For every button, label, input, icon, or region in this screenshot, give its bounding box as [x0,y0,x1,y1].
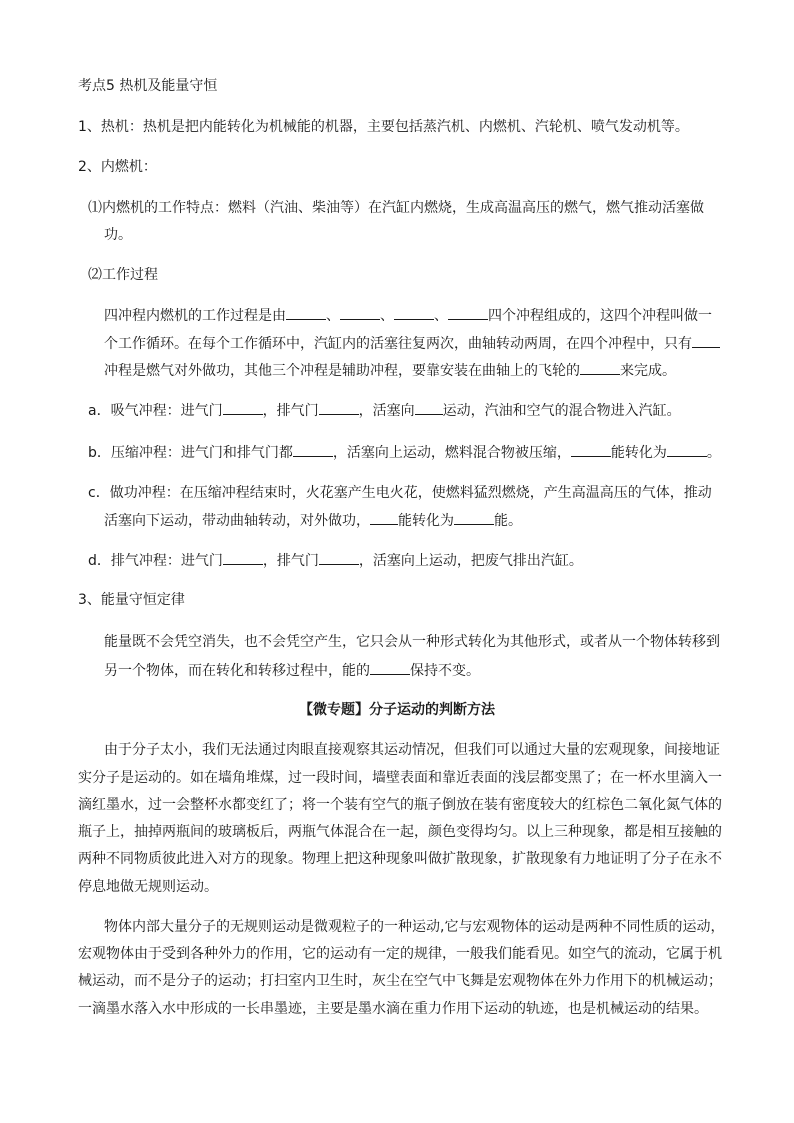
blank-line [571,442,611,457]
text: d．排气冲程：进气门 [88,553,223,569]
text: ，排气门 [262,403,319,419]
text: 另一个物体，而在转化和转移过程中，能的 [104,663,370,679]
exhaust-stroke [88,550,583,571]
blank-line [370,660,410,675]
text: ，活塞向上运动，燃料混合物被压缩， [332,445,571,461]
blank-line [454,510,494,525]
blank-line [293,442,333,457]
paragraph-heat-engine: 1、热机：热机是把内能转化为机械能的机器，主要包括蒸汽机、内燃机、汽轮机、喷气发动机等。 [78,119,689,135]
four-stroke-line-2 [104,333,720,354]
micro-para2-line-3: 械运动，而不是分子的运动；打扫室内卫生时，灰尘在空气中飞舞是宏观物体在外力作用下的机械运动； [78,973,722,989]
section-title: 考点5 热机及能量守恒 [78,78,218,94]
micro-para2-line-2: 宏观物体由于受到各种外力的作用，它的运动有一定的规律，一般我们能看见。如空气的流动，它属于机 [78,946,722,962]
micro-topic-title: 【微专题】分子运动的判断方法 [299,702,495,718]
blank-line [223,550,263,565]
text: 、 [434,308,448,324]
blank-line [580,360,620,375]
text: 个工作循环。在每个工作循环中，汽缸内的活塞往复两次，曲轴转动两周，在四个冲程中，只有 [104,336,692,352]
four-stroke-line-3 [104,360,676,381]
compression-stroke [88,442,721,463]
blank-line [667,442,707,457]
blank-line [394,305,434,320]
energy-conservation-heading: 3、能量守恒定律 [78,592,185,608]
blank-line [223,400,263,415]
micro-para1-line-6: 停息地做无规则运动。 [78,879,218,895]
text: 冲程是燃气对外做功，其他三个冲程是辅助冲程，要靠安装在曲轴上的飞轮的 [104,363,580,379]
text: 。 [706,445,721,461]
text: a．吸气冲程：进气门 [88,403,223,419]
blank-line [415,400,443,415]
text: 、 [326,308,340,324]
micro-para1-line-3: 滴红墨水，过一会整杯水都变红了；将一个装有空气的瓶子倒放在装有密度较大的红棕色二氧化氮气体的 [78,797,722,813]
micro-para1-line-1: 由于分子太小，我们无法通过肉眼直接观察其运动情况，但我们可以通过大量的宏观现象，间接地证 [104,742,720,758]
text: 能。 [494,513,522,529]
blank-line [692,333,720,348]
blank-line [340,305,380,320]
text: 能转化为 [610,445,667,461]
energy-conservation-line-1: 能量既不会凭空消失，也不会凭空产生，它只会从一种形式转化为其他形式，或者从一个物体转移到 [104,634,720,650]
text: 能转化为 [398,513,454,529]
text: ，活塞向上运动，把废气排出汽缸。 [358,553,583,569]
micro-para2-line-1: 物体内部大量分子的无规则运动是微观粒子的一种运动,它与宏观物体的运动是两种不同性质的运动， [104,919,725,935]
text: 来完成。 [620,363,676,379]
paragraph-ice-feature: ⑴内燃机的工作特点：燃料（汽油、柴油等）在汽缸内燃烧，生成高温高压的燃气，燃气推动活塞做 [88,200,704,216]
text: 运动，汽油和空气的混合物进入汽缸。 [442,403,681,419]
micro-para1-line-4: 瓶子上，抽掉两瓶间的玻璃板后，两瓶气体混合在一起，颜色变得均匀。以上三种现象，都是相互接触的 [78,824,722,840]
four-stroke-line-1 [104,305,712,326]
text: 、 [380,308,394,324]
micro-para2-line-4: 一滴墨水落入水中形成的一长串墨迹，主要是墨水滴在重力作用下运动的轨迹，也是机械运动的结果。 [78,1001,708,1017]
blank-line [286,305,326,320]
power-stroke-line-2 [104,510,522,531]
text: ，活塞向 [358,403,415,419]
paragraph-ice-feature-cont: 功。 [104,227,132,243]
energy-conservation-line-2 [104,660,480,681]
blank-line [319,400,359,415]
text: 保持不变。 [410,663,480,679]
paragraph-ice-heading: 2、内燃机： [78,159,157,175]
blank-line [370,510,398,525]
power-stroke-line-1: c．做功冲程：在压缩冲程结束时，火花塞产生电火花，使燃料猛烈燃烧，产生高温高压的气体，推动 [88,485,712,501]
text: 四冲程内燃机的工作过程是由 [104,308,286,324]
intake-stroke [88,400,681,421]
blank-line [448,305,488,320]
micro-para1-line-5: 两种不同物质彼此进入对方的现象。物理上把这种现象叫做扩散现象，扩散现象有力地证明了分子在永不 [78,851,722,867]
blank-line [319,550,359,565]
text: 活塞向下运动，带动曲轴转动，对外做功， [104,513,370,529]
text: 四个冲程组成的，这四个冲程叫做一 [488,308,712,324]
paragraph-work-process: ⑵工作过程 [88,267,158,283]
micro-para1-line-2: 实分子是运动的。如在墙角堆煤，过一段时间，墙壁表面和靠近表面的浅层都变黑了；在一杯水里滴入一 [78,770,722,786]
text: ，排气门 [262,553,319,569]
text: b．压缩冲程：进气门和排气门都 [88,445,293,461]
